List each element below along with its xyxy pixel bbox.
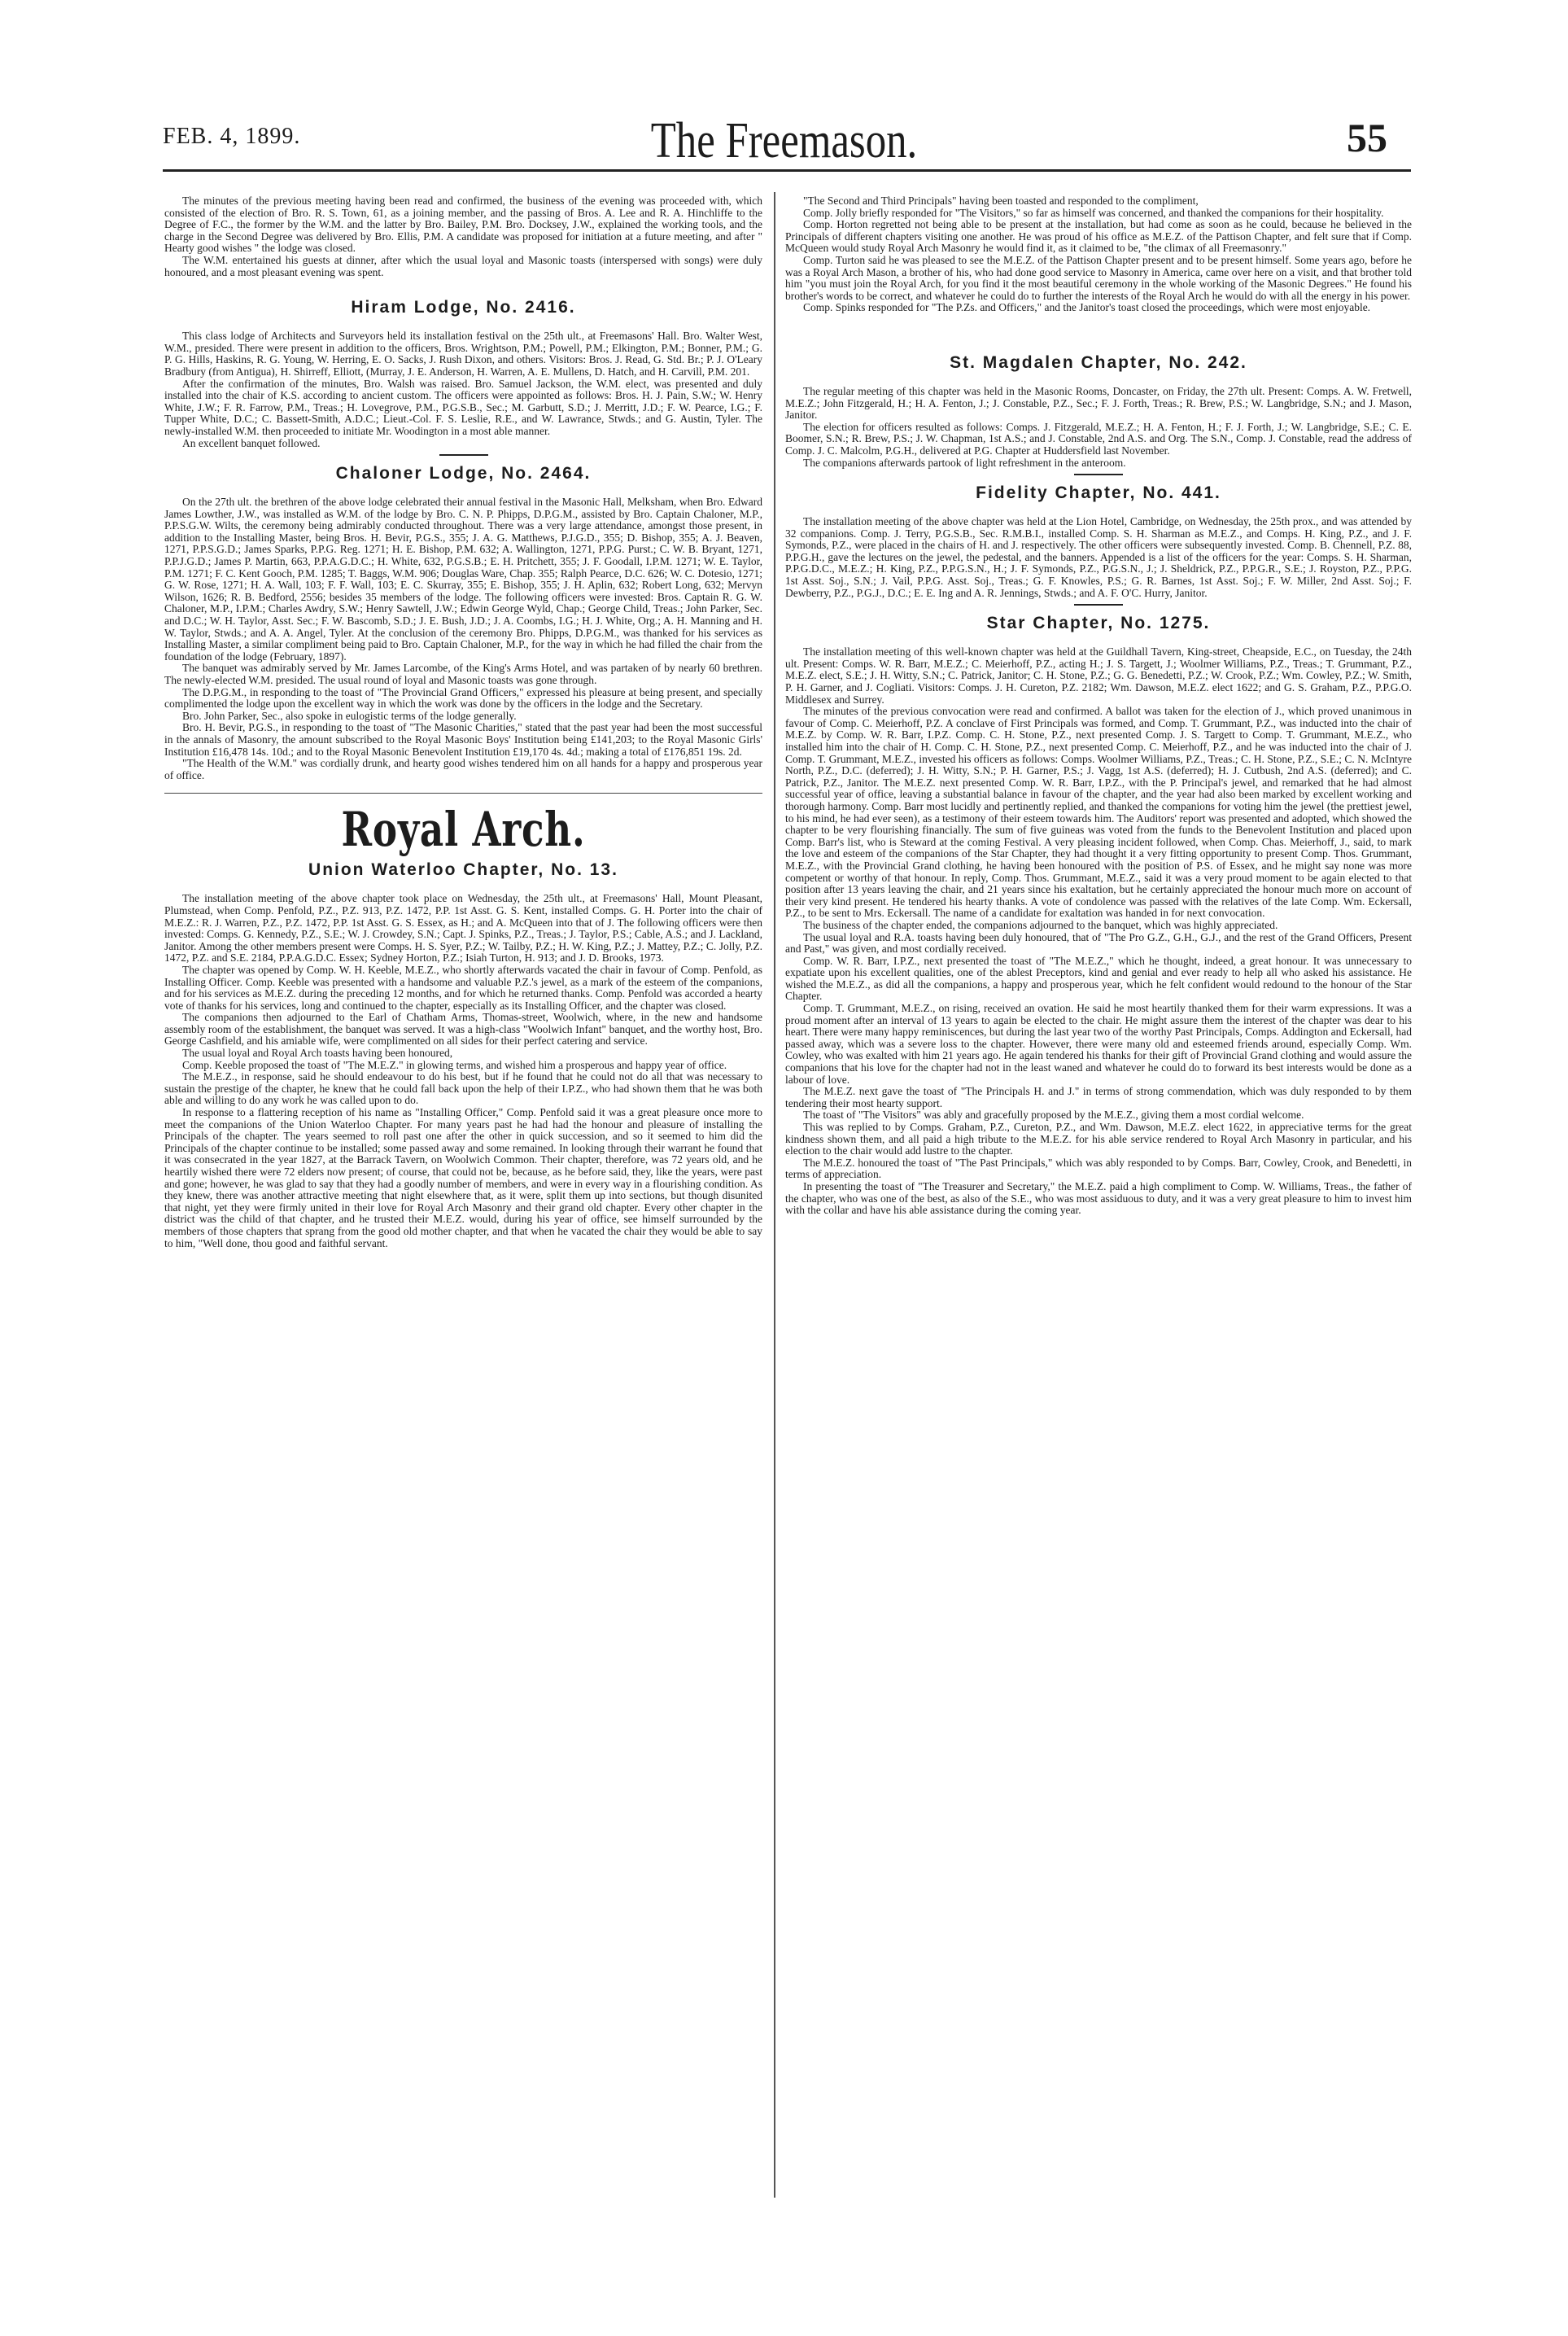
union-waterloo-heading: Union Waterloo Chapter, No. 13. bbox=[308, 860, 618, 880]
paragraph: The M.E.Z. honoured the toast of "The Past Principals," which was ably responded to by Comps. Barr, Cowley, Crook, and Benedetti, in terms of appreciation. bbox=[785, 1156, 1412, 1181]
paragraph: The D.P.G.M., in responding to the toast of "The Provincial Grand Officers," expressed his pleasure at being present, and specially complimented the lodge upon the excellent way in which the work was done by the officers in the lodge and the Secretary. bbox=[164, 685, 762, 711]
issue-date: FEB. 4, 1899. bbox=[163, 124, 301, 149]
section-rule bbox=[1074, 604, 1123, 606]
paragraph: Comp. W. R. Barr, I.P.Z., next presented the toast of "The M.E.Z.," which he thought, indeed, a great honour. It was unnecessary to expatiate upon his excellent qualities, one of the ablest Preceptors, kind and genial and ever ready to help all who asked his assistance. He wished the M.E.Z., as did all the companions, a happy and prosperous year, which he felt confident would redound to the honour of the Star Chapter. bbox=[785, 954, 1412, 1003]
fidelity-heading: Fidelity Chapter, No. 441. bbox=[976, 483, 1221, 503]
st-magdalen-article bbox=[785, 386, 1412, 469]
paragraph: Comp. T. Grummant, M.E.Z., on rising, received an ovation. He said he most heartily thanked them for their warm expressions. It was a proud moment after an interval of 13 years to again be elected to the chair. He might assure them the interest of the chapter was dear to his heart. There were many happy reminiscences, but during the last year two of the worthy Past Principals, Comps. Addington and Eckersall, had passed away, which was a severe loss to the chapter. However, there were many old and esteemed friends around, especially Comp. Wm. Cowley, who was exalted with him 21 years ago. He again tendered his thanks for their gift of Provincial Grand clothing and would assure the companions that his love for the chapter had not in the least waned and whatever he could do to forward its best interests would be done as a labour of love. bbox=[785, 1002, 1412, 1086]
paragraph: Comp. Jolly briefly responded for "The Visitors," so far as himself was concerned, and thanked the companions for their hospitality. bbox=[803, 206, 1384, 219]
paragraph: An excellent banquet followed. bbox=[182, 436, 321, 449]
right-column bbox=[785, 195, 1412, 2206]
page-number: 55 bbox=[1347, 115, 1387, 160]
chaloner-heading: Chaloner Lodge, No. 2464. bbox=[335, 464, 592, 483]
intro-article bbox=[164, 195, 762, 278]
fidelity-article bbox=[785, 516, 1412, 599]
paragraph: On the 27th ult. the brethren of the above lodge celebrated their annual festival in the Masonic Hall, Melksham, when Bro. Edward James Lowther, J.W., was installed as W.M. of the lodge by Bro. C. N. P. Phipps, D.P.G.M., assisted by Bro. Captain Chaloner, M.P., P.P.S.G.W. Wilts, the ceremony being admirably conducted throughout. There was a very large attendance, amongst those present, in addition to the Installing Master, being Bros. H. Bevir, P.G.S., 355; J. A. G. Matthews, P.J.G.D., 355; D. Bishop, 355; A. J. Beaven, 1271, P.P.S.G.D.; James Sparks, P.P.G. Reg. 1271; H. E. Bishop, P.M. 632; A. Wallington, 1271, P.P.G. Purst.; C. W. B. Bryant, 1271, P.P.J.G.D.; James P. Martin, 663, P.P.A.G.D.C.; H. White, 632, P.G.S.B.; E. H. Pritchett, 355; J. F. Goodall, I.P.M. 1271; W. E. Taylor, P.M. 1271; F. C. Kent Gooch, P.M. 1285; T. Baggs, W.M. 906; Douglas Ware, Chap. 355; Ralph Pearce, D.C. 626; W. C. Dotesio, 1271; G. W. Rose, 1271; H. A. Wall, 103; F. F. Wall, 103; E. C. Skurray, 355; E. Bishop, 355; J. H. Aplin, 632; Robert Long, 632; Mervyn Wilson, 1626; R. B. Bedford, 2556; besides 35 members of the lodge. The following officers were invested: Bros. Captain R. G. W. Chaloner, M.P., I.P.M.; Charles Awdry, S.W.; Henry Sawtell, J.W.; Edwin George Wyld, Chap.; George Child, Treas.; John Parker, Sec. and D.C.; W. H. Taylor, Asst. Sec.; F. W. Bascomb, S.D.; J. E. Bush, J.D.; J. A. Coombs, I.G.; H. J. White, Org.; A. H. Manning and H. W. Taylor, Stwds.; and A. A. Angel, Tyler. At the conclusion of the ceremony Bro. Phipps, D.P.G.M., was thanked for his services as Installing Master, a similar compliment being paid to Bro. Captain Chaloner, M.P., for the way in which he had filled the chair from the foundation of the lodge (February, 1897). bbox=[164, 496, 762, 663]
left-column bbox=[164, 195, 762, 2206]
paragraph: The business of the chapter ended, the companions adjourned to the banquet, which was highly appreciated. bbox=[803, 918, 1278, 931]
hiram-heading: Hiram Lodge, No. 2416. bbox=[351, 298, 576, 317]
section-rule bbox=[164, 793, 762, 794]
paragraph: "The Health of the W.M." was cordially drunk, and hearty good wishes tendered him on all hands for a happy and prosperous year of office. bbox=[164, 757, 762, 781]
paragraph: Comp. Spinks responded for "The P.Zs. and Officers," and the Janitor's toast closed the proceedings, which were most enjoyable. bbox=[803, 301, 1371, 314]
paragraph: The installation meeting of the above chapter was held at the Lion Hotel, Cambridge, on Wednesday, the 25th prox., and was attended by 32 companions. Comp. J. Terry, P.G.S.B., Sec. R.M.B.I., installed Comp. S. H. Sharman as M.E.Z., and Comps. H. King, P.Z., and J. F. Symonds, P.Z., were placed in the chairs of H. and J. respectively. The other officers were subsequently invested. Comp. B. Chennell, P.Z. 88, P.P.G.H., gave the lectures on the jewel, the pedestal, and the banners. Appended is a list of the officers for the year: Comps. S. H. Sharman, P.P.G.D.C., M.E.Z.; H. King, P.Z., P.P.G.S.N., H.; J. F. Symonds, P.Z., P.G.S.N., J.; J. Sheldrick, P.Z., P.P.G.R., S.E.; J. Royston, P.Z., P.P.G. 1st Asst. Soj., S.N.; J. Vail, P.P.G. Asst. Soj., Treas.; G. F. Knowles, P.S.; G. R. Barnes, 1st Asst. Soj.; F. W. Miller, 2nd Asst. Soj.; F. Dewberry, P.Z., P.G.J., D.C.; E. E. Ing and A. R. Jennings, Stwds.; and A. F. O'C. Hurry, Janitor. bbox=[785, 515, 1412, 599]
paragraph: After the confirmation of the minutes, Bro. Walsh was raised. Bro. Samuel Jackson, the W.M. elect, was presented and duly installed into the chair of K.S. according to ancient custom. The officers were appointed as follows: Bros. H. J. Pain, S.W.; W. Henry White, J.W.; F. R. Farrow, P.M., Treas.; H. Lovegrove, P.M., P.G.S.B., Sec.; M. Garbutt, S.D.; J. Merritt, J.D.; F. W. Pearce, I.G.; F. Tupper White, D.C.; C. Bassett-Smith, A.D.C.; Lieut.-Col. F. S. Leslie, R.E., and W. Lawrance, Stwds.; and G. Austin, Tyler. The newly-installed W.M. then proceeded to initiate Mr. Woodington in a most able manner. bbox=[164, 377, 762, 437]
paragraph: The usual loyal and Royal Arch toasts having been honoured, bbox=[182, 1047, 453, 1060]
paragraph: The M.E.Z. next gave the toast of "The Principals H. and J." in terms of strong commendation, which was duly responded to by them tendering their most hearty support. bbox=[785, 1085, 1412, 1109]
section-rule bbox=[439, 454, 488, 456]
royal-arch-title: Royal Arch. bbox=[341, 802, 586, 858]
star-article bbox=[785, 646, 1412, 1217]
column-divider bbox=[774, 192, 775, 2198]
paragraph: The installation meeting of the above chapter took place on Wednesday, the 25th ult., at Freemasons' Hall, Mount Pleasant, Plumstead, when Comp. Penfold, P.Z., P.Z. 913, P.Z. 1472, P.P. 1st Asst. G. S. Kent, installed Comps. G. H. Porter into the chair of M.E.Z.: R. J. Warren, P.Z., P.Z. 1472, P.P. 1st Asst. G. S. Essex, as H.; and A. McQueen into that of J. The following officers were then invested: Comps. G. Kennedy, P.Z., S.E.; W. J. Crowdey, S.N.; Capt. J. Spinks, P.Z., Treas.; J. Taylor, P.S.; Cable, A.S.; and J. Lackland, Janitor. Among the other members present were Comps. H. S. Syer, P.Z.; W. Tailby, P.Z.; H. W. King, P.Z.; J. Mattey, P.Z.; C. Jolly, P.Z. 1472, P.Z. and S.E. 2184, P.P.A.G.D.C. Essex; Sydney Horton, P.Z.; Isiah Turton, H. 913; and J. D. Brooks, 1973. bbox=[164, 892, 762, 965]
paragraph: The banquet was admirably served by Mr. James Larcombe, of the King's Arms Hotel, and was partaken of by nearly 60 brethren. The newly-elected W.M. presided. The usual round of loyal and Masonic toasts was gone through. bbox=[164, 662, 762, 686]
paragraph: This was replied to by Comps. Graham, P.Z., Cureton, P.Z., and Wm. Dawson, M.E.Z. elect 1622, in appreciative terms for the great kindness shown them, and all paid a high tribute to the M.E.Z. for his able service rendered to Royal Arch Masonry in particular, and his election to the chair would add lustre to the chapter. bbox=[785, 1121, 1412, 1157]
paragraph: Comp. Turton said he was pleased to see the M.E.Z. of the Pattison Chapter present and to be present himself. Some years ago, before he was a Royal Arch Mason, a brother of his, who had done good service to Masonry in America, came over here on a visit, and that brother told him "you must join the Royal Arch, for you find it the most beautiful ceremony in the whole working of the Masonic Degrees." He found his brother's words to be correct, and whatever he could do to further the interests of the Royal Arch he would do with all the energy in his power. bbox=[785, 253, 1412, 302]
paragraph: In presenting the toast of "The Treasurer and Secretary," the M.E.Z. paid a high compliment to Comp. W. Williams, Treas., the father of the chapter, who was one of the best, as also of the S.E., who was most assiduous to duty, and it was a very great pleasure to him to invest him with the collar and have his able assistance during the coming year. bbox=[785, 1179, 1412, 1217]
paragraph: The election for officers resulted as follows: Comps. J. Fitzgerald, M.E.Z.; H. A. Fenton, H.; F. J. Forth, J.; W. Langbridge, S.E.; C. E. Boomer, S.N.; R. Brew, P.S.; J. W. Chapman, 1st A.S.; and J. Constable, 2nd A.S. and Org. The S.N., Comp. J. Constable, read the address of Comp. J. C. Malcolm, P.G.H., delivered at P.G. Chapter at Huddersfield last November. bbox=[785, 420, 1412, 457]
paragraph: The regular meeting of this chapter was held in the Masonic Rooms, Doncaster, on Friday, the 27th ult. Present: Comps. A. W. Fretwell, M.E.Z.; John Fitzgerald, H.; H. A. Fenton, J.; J. Constable, P.Z., Sec.; F. J. Forth, Treas.; R. Brew, P.S.; W. Langbridge, S.N.; and J. Mason, Janitor. bbox=[785, 384, 1412, 422]
paragraph: Bro. John Parker, Sec., also spoke in eulogistic terms of the lodge generally. bbox=[182, 709, 517, 722]
paragraph: In response to a flattering reception of his name as "Installing Officer," Comp. Penfold said it was a great pleasure once more to meet the companions of the Union Waterloo Chapter. For many years past he had had the honour and pleasure of installing the Principals of the chapter. The years seemed to roll past one after the other in quick succession, and so it seemed to him did the Principals of the chapter continue to be installed; some passed away and some remained. In looking through their warrant he found that it was consecrated in the year 1827, at the Barrack Tavern, on Woolwich Common. Their chapter, therefore, was 72 years old, and he heartily wished there were 72 elders now present; of course, that could not be, because, as he before said, they, like the years, were past and gone; however, he was glad to say that they had a goodly number of members, and were in every way in a flourishing condition. As they knew, there was another attractive meeting that night elsewhere that, as it were, split them up into sections, but though disunited that night, yet they were firmly united in their love for Royal Arch Masonry and their grand old chapter. Every other chapter in the district was the child of that chapter, and he trusted their M.E.Z. would, during his year of office, see himself surrounded by the members of those chapters that sprang from the good old mother chapter, and that when he vacated the chair they would be able to say to him, "Well done, thou good and faithful servant. bbox=[164, 1106, 762, 1249]
paragraph: The companions then adjourned to the Earl of Chatham Arms, Thomas-street, Woolwich, where, in the new and handsome assembly room of the establishment, the banquet was served. It was a high-class "Woolwich Infant" banquet, and the worthy host, Bro. George Cashfield, and his amiable wife, were complimented on all sides for their perfect catering and service. bbox=[164, 1011, 762, 1048]
union-waterloo-article bbox=[164, 893, 762, 1249]
paragraph: The toast of "The Visitors" was ably and gracefully proposed by the M.E.Z., giving them a most cordial welcome. bbox=[803, 1109, 1304, 1122]
paragraph: This class lodge of Architects and Surveyors held its installation festival on the 25th ult., at Freemasons' Hall. Bro. Walter West, W.M., presided. There were present in addition to the officers, Bros. Wrightson, P.M.; Powell, P.M.; Elkington, P.M.; Bonner, P.M.; G. P. G. Hills, Haskins, R. G. Young, W. Herring, E. O. Sacks, J. Rush Dixon, and others. Visitors: Bros. J. Read, G. Std. Br.; P. J. O'Leary Bradbury (from Antigua), H. Shirreff, Elliott, (Murray, J. E. Anderson, H. Warren, A. E. Mullens, D. Hatch, and H. Carvill, P.M. 201. bbox=[164, 330, 762, 378]
hiram-article bbox=[164, 330, 762, 449]
header-rule bbox=[163, 169, 1411, 172]
paragraph: "The Second and Third Principals" having been toasted and responded to the compliment, bbox=[803, 195, 1199, 207]
union-waterloo-continued bbox=[785, 195, 1412, 314]
paragraph: The companions afterwards partook of light refreshment in the anteroom. bbox=[803, 456, 1126, 469]
paragraph: Comp. Horton regretted not being able to be present at the installation, but had come as soon as he could, because he believed in the Principals of different chapters visiting one another. He was proud of his office as M.E.Z. of the Pattison Chapter, and felt sure that if Comp. McQueen would study Royal Arch Masonry he would find it, as it claimed to be, "the climax of all Freemasonry." bbox=[785, 218, 1412, 255]
paragraph: Comp. Keeble proposed the toast of "The M.E.Z." in glowing terms, and wished him a prosperous and happy year of office. bbox=[182, 1058, 727, 1071]
star-heading: Star Chapter, No. 1275. bbox=[986, 614, 1211, 633]
paragraph: The minutes of the previous convocation were read and confirmed. A ballot was taken for the election of J., which proved unanimous in favour of Comp. C. Meierhoff, P.Z. A conclave of First Principals was formed, and Comp. T. Grummant, P.Z., was inducted into the chair of M.E.Z. by Comp. W. R. Barr, I.P.Z. Comp. C. H. Stone, P.Z., next presented Comp. J. S. Targett to Comp. T. Grummant, M.E.Z., who installed him into the chair of H. Comp. C. H. Stone, P.Z., next presented Comp. C. Meierhoff, P.Z., and he was inducted into the chair of J. Comp. T. Grummant, M.E.Z., invested his officers as follows: Comps. Woolmer Williams, P.Z., Treas.; C. H. Stone, P.Z., S.E.; C. N. McIntyre North, P.Z., D.C. (deferred); J. H. Witty, S.N.; P. H. Garner, P.S.; J. Vagg, 1st A.S. (deferred); H. J. Cutbush, 2nd A.S. (deferred); and C. Patrick, P.Z., Janitor. The M.E.Z. next presented Comp. W. R. Barr, I.P.Z., with the P. Principal's jewel, and remarked that he had almost successful year of office, leaving a substantial balance in favour of the chapter, and the year had also been marked by excellent working and thorough harmony. Comp. Barr most lucidly and pertinently replied, and thanked the companions for voting him the jewel (the prettiest jewel, to his mind, he had ever seen), as a testimony of their esteem towards him. The Auditors' report was presented and adopted, which showed the chapter to be very flourishing financially. The sum of five guineas was voted from the funds to the Benevolent Institution and placed upon Comp. Barr's list, who is Steward at the coming Festival. A very pleasing incident followed, when Comp. Chas. Meierhoff, J., said, to mark the love and esteem of the companions of the Star Chapter, they had thought it a very fitting opportunity to present Comp. Thos. Grummant, M.E.Z., with the Provincial Grand clothing, he having been honoured with the position of P.S. of Essex, and he might say none was more competent or worthy of that honour. In reply, Comp. Thos. Grummant, M.E.Z., said it was a very proud moment to be again elected to that position after 13 years leaving the chair, and 21 years since his exaltation, but he certainly appreciated the honour much more on account of their very kind present. He tendered his hearty thanks. A vote of condolence was passed with the relatives of the late Comp. Wm. Eckersall, P.Z., to be sent to Mrs. Eckersall. The name of a candidate for exaltation was handed in for next convocation. bbox=[785, 705, 1412, 920]
masthead-title: The Freemason. bbox=[650, 113, 918, 168]
st-magdalen-heading: St. Magdalen Chapter, No. 242. bbox=[950, 352, 1247, 372]
paragraph: The usual loyal and R.A. toasts having been duly honoured, that of "The Pro G.Z., G.H., G.J., and the rest of the Grand Officers, Present and Past," was given, and most cordially received. bbox=[785, 930, 1412, 956]
paragraph: The M.E.Z., in response, said he should endeavour to do his best, but if he found that he could not do all that was necessary to sustain the prestige of the chapter, he knew that he could fall back upon the help of their I.P.Z., who had shown them that he was both able and willing to do any work he was called upon to do. bbox=[164, 1070, 762, 1107]
paragraph: The minutes of the previous meeting having been read and confirmed, the business of the evening was proceeded with, which consisted of the election of Bro. R. S. Town, 61, as a joining member, and the passing of Bros. A. Lee and R. A. Hinchliffe to the Degree of F.C., the former by the W.M. and the latter by Bro. Bailey, P.M. Bro. Docksey, J.W., explained the working tools, and the charge in the Second Degree was delivered by Bro. Ellis, P.M. A candidate was proposed for initiation at a future meeting, and after " Hearty good wishes " the lodge was closed. bbox=[164, 195, 762, 255]
paragraph: The installation meeting of this well-known chapter was held at the Guildhall Tavern, King-street, Cheapside, E.C., on Tuesday, the 24th ult. Present: Comps. W. R. Barr, M.E.Z.; C. Meierhoff, P.Z., acting H.; J. S. Targett, J.; Woolmer Williams, P.Z., Treas.; T. Grummant, P.Z., M.E.Z. elect, S.E.; J. H. Witty, S.N.; C. Patrick, Janitor; C. H. Stone, P.Z.; G. G. Benedetti, P.Z.; W. Crook, P.Z.; Wm. Cowley, P.Z.; W. Smith, P. H. Garner, and J. Cogliati. Visitors: Comps. J. H. Cureton, P.Z. 2182; Wm. Dawson, M.E.Z. elect 1622; and G. S. Graham, P.Z., P.P.G.O. Middlesex and Surrey. bbox=[785, 645, 1412, 706]
chaloner-article bbox=[164, 497, 762, 781]
paragraph: Bro. H. Bevir, P.G.S., in responding to the toast of "The Masonic Charities," stated that the past year had been the most successful in the annals of Masonry, the amount subscribed to the Royal Masonic Boys' Institution being £141,203; to the Royal Masonic Girls' Institution £16,478 14s. 10d.; and to the Royal Masonic Benevolent Institution £19,170 4s. 4d.; making a total of £176,851 19s. 2d. bbox=[164, 721, 762, 758]
paragraph: The chapter was opened by Comp. W. H. Keeble, M.E.Z., who shortly afterwards vacated the chair in favour of Comp. Penfold, as Installing Officer. Comp. Keeble was presented with a handsome and valuable P.Z.'s jewel, as a mark of the esteem of the companions, and for his services as M.E.Z. during the preceding 12 months, and for which he returned thanks. Comp. Penfold was accorded a hearty vote of thanks for his services, long and continued to the chapter, especially as its Installing Officer, and the chapter was closed. bbox=[164, 963, 762, 1012]
paragraph: The W.M. entertained his guests at dinner, after which the usual loyal and Masonic toasts (interspersed with songs) were duly honoured, and a most pleasant evening was spent. bbox=[164, 253, 762, 278]
section-rule bbox=[1074, 474, 1123, 475]
page-header bbox=[0, 0, 1568, 183]
